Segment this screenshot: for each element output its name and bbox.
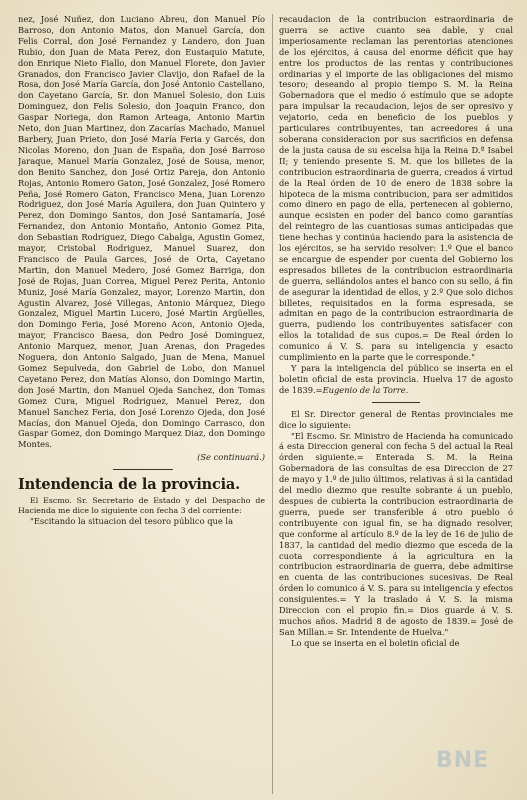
quote-start-paragraph: "Escitando la situacion del tesoro público que la xyxy=(30,516,234,527)
library-stamp: BNE xyxy=(436,748,490,773)
publication-text: Y para la inteligencia del público se inserta en el boletin oficial de esta provincia. Huelva 17 de agosto de 1839.= xyxy=(279,363,513,395)
publication-paragraph xyxy=(279,363,513,396)
left-column xyxy=(18,14,265,794)
royal-order-paragraph: recaudacion de la contribucion estraordinaria de guerra se active cuanto sea dable, y cual imperiosamente reclaman las perentorias atenciones de los ejércitos, á causa del enorme déficit que hay entre los productos de las rentas y contribuciones ordinarias y el importe de las obligaciones del mismo tesoro; deseando al propio tiempo S. M. la Reina Gobernadora que el medio ó estímulo que se adopte para impulsar la recaudacion, lejos de ser opresivo y vejatorio, ceda en beneficio de los pueblos y particulares contribuyentes, tan acreedores á una soberana consideracion por sus sacrificios en defensa de la justa causa de su escelsa hija la Reina D.ª Isabel II; y teniendo presente S. M. que los billetes de la contribucion estraordinaria de guerra, creados á virtud de la Real órden de 10 de enero de 1838 sobre la hipoteca de la misma contribucion, para ser admitidos como dinero en pago de ella, pertenecen al gobierno, aunque ecsisten en poder del banco como garantías del reintegro de las cuantiosas sumas anticipadas que tiene hechas y continúa haciendo para la asistencia de los ejércitos, se ha servido resolver: 1.º Que el banco se encargue de espender por cuenta del Gobierno los espresados billetes de la contribucion estraordinaria de guerra, sellándolos antes el banco con su sello, á fin de asegurar la identidad de ellos, y 2.º Que solo dichos billetes, requisitados en la forma espresada, se admitan en pago de la contribucion estraordinaria de guerra, pudiendo los contribuyentes satisfacer con ellos la totalidad de sus cupos.= De Real órden lo comunico á V. S. para su inteligencia y esacto cumplimiento en la parte que le corresponde." xyxy=(279,14,513,363)
section-divider xyxy=(18,465,265,474)
names-list-paragraph: nez, José Nuñez, don Luciano Abreu, don Manuel Pío Barroso, don Antonio Matos, don Manuel García, don Felis Corral, don José Fernandez y Landero, don Juan Rubio, don Juan de Mata Perez, don Eustaquio Matute, don Enrique Nieto Fiallo, don Manuel Florete, don Javier Granados, don Francisco Javier Clavijo, don Rafael de la Rosa, don José María García, don José Antonio Castellano, don Cayetano García, Sr. don Manuel Solesio, don Luis Dominguez, don Felis Solesio, don Joaquin Franco, don Gaspar Noriega, don Ramon Arteaga, Antonio Martin Neto, don Juan Martinez, don Zacarías Machado, Manuel Barbery, Juan Prieto, don José María Feria y Garcés, don Nicolas Moreno, don Juan de España, don José Barroso Jaraque, Manuel María Gonzalez, José de Sousa, menor, don Benito Sanchez, don José Ortiz Pareja, don Antonio Rojas, Antonio Romero Gaton, José Gonzalez, José Romero Peña, José Romero Gaton, Francisco Mena, Juan Lorenzo Rodriguez, don José María Aguilera, don Juan Quintero y Perez, don Domingo Santos, don José Santamaría, José Fernandez, don Antonio Montaño, Antonio Gomez Pita, don Sebastian Rodriguez, Diego Cabalga, Agustin Gomez, mayor, Cristobal Rodriguez, Manuel Suarez, don Francisco de Paula Garces, José de Orta, Cayetano Martin, don Manuel Medero, José Gomez Barriga, don José de Rojas, Juan Correa, Miguel Perez Perita, Antonio Muniz, José María Gonzalez, mayor, Lorenzo Martin, don Agustin Alvarez, José Villegas, Antonio Márquez, Diego Gonzalez, Miguel Martin Lucero, José Martin Argüelles, don Domingo Feria, José Moreno Acon, Antonio Ojeda, mayor, Francisco Baesa, don Pedro José Dominguez, Antonio Marquez, menor, Juan Arenas, don Pragedes Noguera, don Antonio Salgado, Juan de Mena, Manuel Gomez Sepulveda, don Gabriel de Lobo, don Manuel Cayetano Perez, don Matías Alonso, don Domingo Martin, don José Martin, don Manuel Ojeda Sanchez, don Tomas Gomez Cura, Miguel Rodriguez, Manuel Perez, don Manuel Sanchez Feria, don José Lorenzo Ojeda, don José Macías, don Manuel Ojeda, don Domingo Carrasco, don Gaspar Gomez, don Domingo Marquez Diaz, don Domingo Montes. xyxy=(18,14,265,450)
column-divider xyxy=(272,14,273,794)
signature: Eugenio de la Torre. xyxy=(322,384,409,395)
closing-paragraph: Lo que se inserta en el boletin oficial de xyxy=(291,637,460,648)
continuation-note: (Se continuará.) xyxy=(197,452,265,463)
right-column xyxy=(279,14,513,794)
section-heading: Intendencia de la provincia. xyxy=(18,476,240,494)
minister-order-paragraph: "El Escmo. Sr. Ministro de Hacienda ha comunicado á esta Direccion general con fecha 5 del actual la Real órden siguiente.= Enterada S. M. la Reina Gobernadora de las consultas de esa Direccion de 27 de mayo y 1.º de julio últimos, relativas á si la cantidad del medio diezmo que resulte sobrante á un pueblo, despues de cubierta la contribucion estraordinaria de guerra, puede ser transferible á otro pueblo ó contribuyente con igual fin, se ha dignado resolver, que conforme al artículo 8.º de la ley de 16 de julio de 1837, la cantidad del medio diezmo que esceda de la cuota correspondiente á la agricultura en la contribucion estraordinaria de guerra, debe admitirse en cuenta de las contribuciones sucesivas. De Real órden lo comunico á V. S. para su inteligencia y efectos consiguientes.= Y la traslado á V. S. la misma Direccion con el propio fin.= Dios guarde á V. S. muchos años. Madrid 8 de agosto de 1839.= José de San Millan.= Sr. Intendente de Huelva." xyxy=(279,430,513,637)
section-divider-right xyxy=(279,398,513,407)
intro-paragraph: El Escmo. Sr. Secretario de Estado y del Despacho de Hacienda me dice lo siguiente con fecha 3 del corriente: xyxy=(18,496,265,516)
director-paragraph: El Sr. Director general de Rentas provinciales me dice lo siguiente: xyxy=(279,408,513,430)
